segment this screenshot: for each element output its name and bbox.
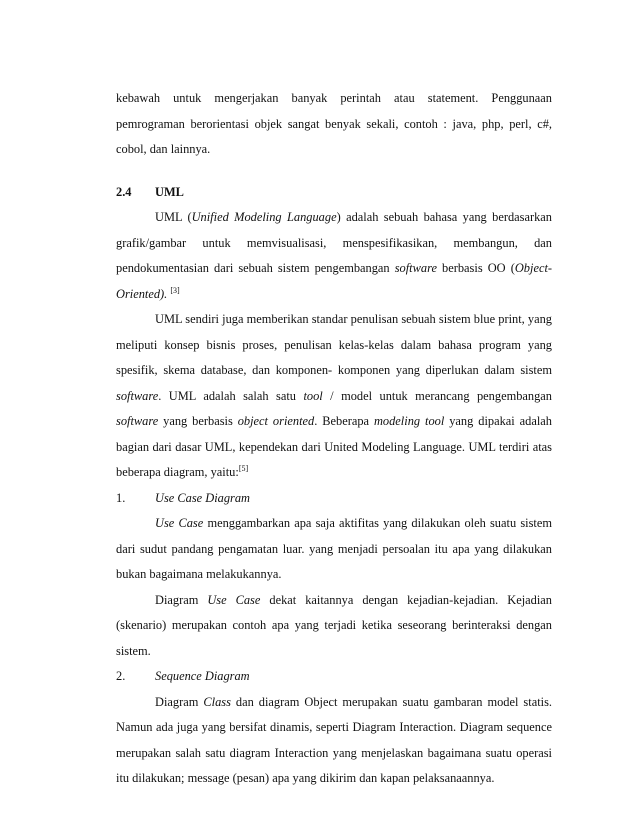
text-span: yang berbasis <box>158 414 238 428</box>
italic-term: software <box>394 261 437 275</box>
text-span: dekat kaitannya dengan kejadian-kejadian. Kejadian (skenario) merupakan contoh apa yang terjadi ketika seseorang berinteraksi dengan sistem. <box>116 592 552 658</box>
italic-term: Use Case <box>155 516 204 530</box>
text-span: / model untuk merancang pengembangan <box>322 388 552 403</box>
list-item-title: Use Case Diagram <box>155 490 250 505</box>
text-span: dan diagram Object merupakan suatu gambaran model statis. Namun ada juga yang bersifat dinamis, seperti Diagram Interaction. Diagram sequence merupakan salah satu diagram Interaction yang menjelaskan bagaimana suatu operasi itu dilakukan; message (pesan) apa yang dikirim dan kapan pelaksanaannya. <box>116 694 552 785</box>
use-case-paragraph <box>116 511 552 588</box>
text-span: Diagram <box>155 694 204 709</box>
text-span: . UML adalah salah satu <box>158 388 304 403</box>
use-case-detail-paragraph <box>116 588 552 665</box>
text-span: UML sendiri juga memberikan standar penulisan sebuah sistem blue print, yang meliputi konsep bisnis proses, penulisan kelas-kelas dalam bahasa program yang spesifik, skema database, dan komponen- komponen yang diperlukan dalam sistem <box>116 312 552 377</box>
italic-term: Object-Oriented). <box>116 261 553 301</box>
italic-term: object oriented <box>237 414 315 428</box>
uml-definition-paragraph <box>116 205 552 307</box>
list-item-heading <box>116 664 552 690</box>
section-title: UML <box>155 184 184 199</box>
sequence-paragraph <box>116 690 552 792</box>
text-span: ) adalah sebuah bahasa yang berdasarkan grafik/gambar untuk memvisualisasi, menspesifikasikan, membangun, dan pendokumentasian dari sebuah sistem pengembangan <box>116 210 552 275</box>
italic-term: tool <box>303 388 323 403</box>
italic-term: Class <box>203 694 231 709</box>
text-span: . Beberapa <box>314 414 374 428</box>
text-span: berbasis OO ( <box>436 261 515 275</box>
list-item-number: 1. <box>116 490 126 505</box>
intro-paragraph: kebawah untuk mengerjakan banyak perintah atau statement. Penggunaan pemrograman berorientasi objek sangat benyak sekali, contoh : java, php, perl, c#, cobol, dan lainnya. <box>116 91 552 156</box>
section-heading <box>116 180 552 206</box>
text-span: menggambarkan apa saja aktifitas yang dilakukan oleh suatu sistem dari sudut pandang pengamatan luar. yang menjadi persoalan itu apa yang dilakukan bukan bagaimana melakukannya. <box>116 516 553 581</box>
citation-ref: [3] <box>170 285 180 295</box>
list-item-title: Sequence Diagram <box>155 669 250 683</box>
section-number: 2.4 <box>116 184 132 199</box>
uml-description-paragraph <box>116 307 552 486</box>
page-content <box>116 86 552 792</box>
list-item-heading <box>116 486 552 512</box>
citation-ref: [5] <box>238 464 249 473</box>
italic-term: software <box>116 388 159 403</box>
text-span: yang dipakai adalah bagian dari dasar UML, kependekan dari United Modeling Language. UML terdiri atas beberapa diagram, yaitu: <box>116 414 552 479</box>
italic-term: Unified Modeling Language <box>191 210 337 224</box>
text-span: UML ( <box>155 210 192 224</box>
text-span: Diagram <box>155 592 208 607</box>
list-item-number: 2. <box>116 669 126 683</box>
italic-term: Use Case <box>207 592 261 607</box>
italic-term: software <box>116 414 159 428</box>
italic-term: modeling tool <box>373 414 445 428</box>
